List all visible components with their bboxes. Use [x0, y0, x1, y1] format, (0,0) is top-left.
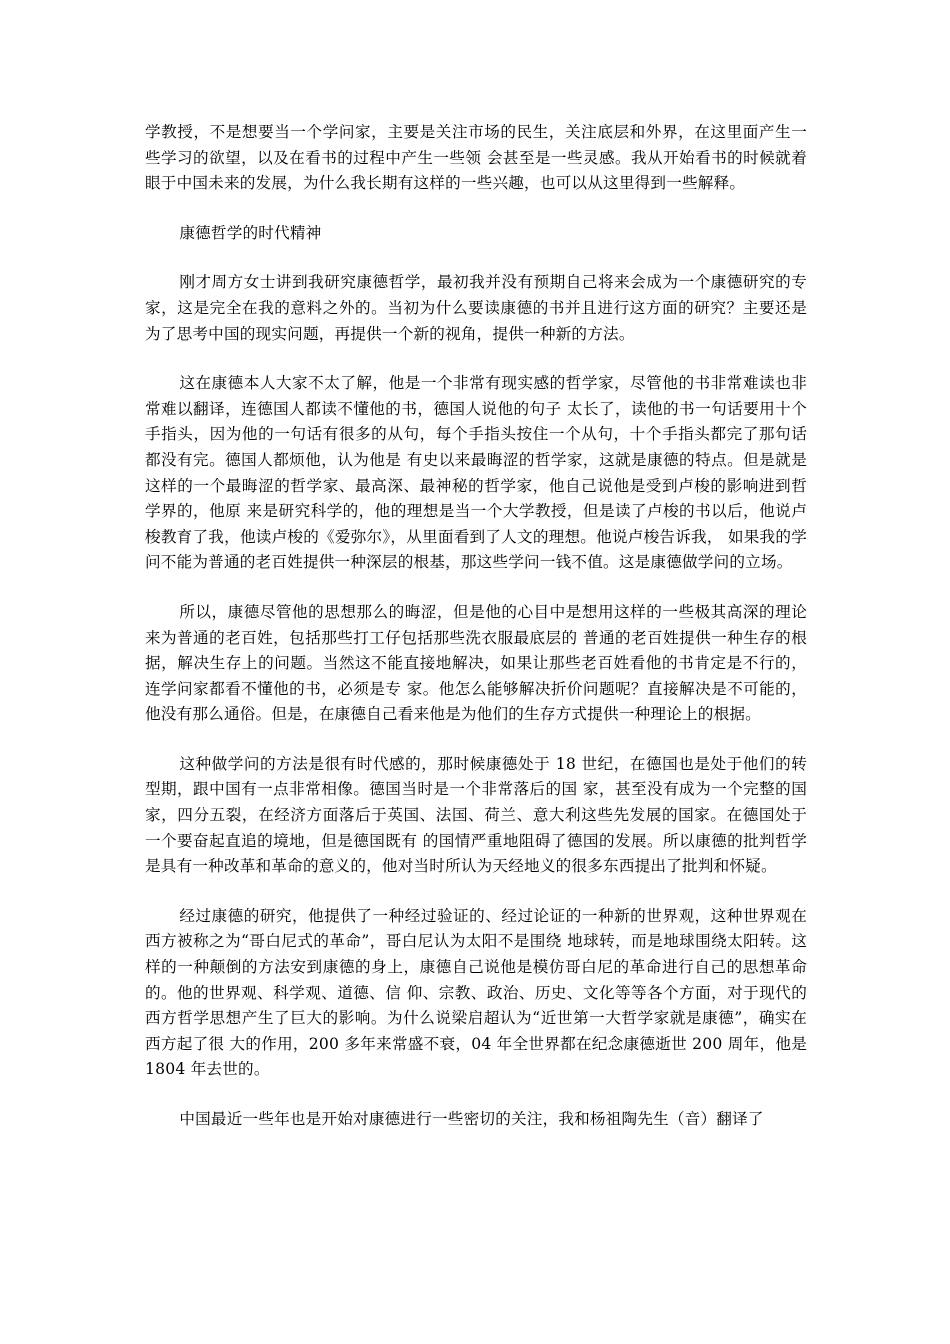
- paragraph: 刚才周方女士讲到我研究康德哲学，最初我并没有预期自己将来会成为一个康德研究的专家，这是完全在我的意料之外的。当初为什么要读康德的书并且进行这方面的研究？主要还是为了思考中国的现实问题，再提供一个新的视角，提供一种新的方法。: [145, 273, 807, 343]
- paragraph: 这种做学问的方法是很有时代感的，那时候康德处于 18 世纪，在德国也是处于他们的转型期，跟中国有一点非常相像。德国当时是一个非常落后的国 家，甚至没有成为一个完整的国家，四分五裂，在经济方面落后于英国、法国、荷兰、意大利这些先发展的国家。在德国处于一个要奋起直追的境地，但是德国既有 的国情严重地阻碍了德国的发展。所以康德的批判哲学是具有一种改革和革命的意义的，他对当时所认为天经地义的很多东西提出了批判和怀疑。: [145, 754, 807, 876]
- paragraph: 所以，康德尽管他的思想那么的晦涩，但是他的心目中是想用这样的一些极其高深的理论来为普通的老百姓，包括那些打工仔包括那些洗衣服最底层的 普通的老百姓提供一种生存的根据，解决生存上的问题。当然这不能直接地解决，如果让那些老百姓看他的书肯定是不行的，连学问家都看不懂他的书，必须是专 家。他怎么能够解决折价问题呢？直接解决是不可能的，他没有那么通俗。但是，在康德自己看来他是为他们的生存方式提供一种理论上的根据。: [145, 602, 807, 724]
- paragraph-continuation: 学教授，不是想要当一个学问家，主要是关注市场的民生，关注底层和外界，在这里面产生一些学习的欲望，以及在看书的过程中产生一些领 会甚至是一些灵感。我从开始看书的时候就着眼于中国未来的发展，为什么我长期有这样的一些兴趣，也可以从这里得到一些解释。: [145, 123, 807, 193]
- paragraph: 这在康德本人大家不太了解，他是一个非常有现实感的哲学家，尽管他的书非常难读也非常难以翻译，连德国人都读不懂他的书，德国人说他的句子 太长了，读他的书一句话要用十个手指头，因为他的一句话有很多的从句，每个手指头按住一个从句，十个手指头都完了那句话都没有完。德国人都烦他，认为他是 有史以来最晦涩的哲学家，这就是康德的特点。但是就是这样的一个最晦涩的哲学家、最高深、最神秘的哲学家，他自己说他是受到卢梭的影响进到哲学界的，他原 来是研究科学的，他的理想是当一个大学教授，但是读了卢梭的书以后，他说卢梭教育了我，他读卢梭的《爱弥尔》，从里面看到了人文的理想。他说卢梭告诉我， 如果我的学问不能为普通的老百姓提供一种深层的根基，那这些学问一钱不值。这是康德做学问的立场。: [145, 374, 807, 572]
- section-heading: 康德哲学的时代精神: [179, 223, 322, 242]
- paragraph: 经过康德的研究，他提供了一种经过验证的、经过论证的一种新的世界观，这种世界观在西方被称之为“哥白尼式的革命”，哥白尼认为太阳不是围绕 地球转，而是地球围绕太阳转。这样的一种颠倒的方法安到康德的身上，康德自己说他是模仿哥白尼的革命进行自己的思想革命的。他的世界观、科学观、道德、信 仰、宗教、政治、历史、文化等等各个方面，对于现代的西方哲学思想产生了巨大的影响。为什么说梁启超认为“近世第一大哲学家就是康德”，确实在西方起了很 大的作用，200 多年来常盛不衰，04 年全世界都在纪念康德逝世 200 周年，他是 1804 年去世的。: [145, 906, 807, 1079]
- paragraph-truncated: 中国最近一些年也是开始对康德进行一些密切的关注，我和杨祖陶先生（音）翻译了: [179, 1110, 764, 1128]
- document-page: [145, 120, 807, 1157]
